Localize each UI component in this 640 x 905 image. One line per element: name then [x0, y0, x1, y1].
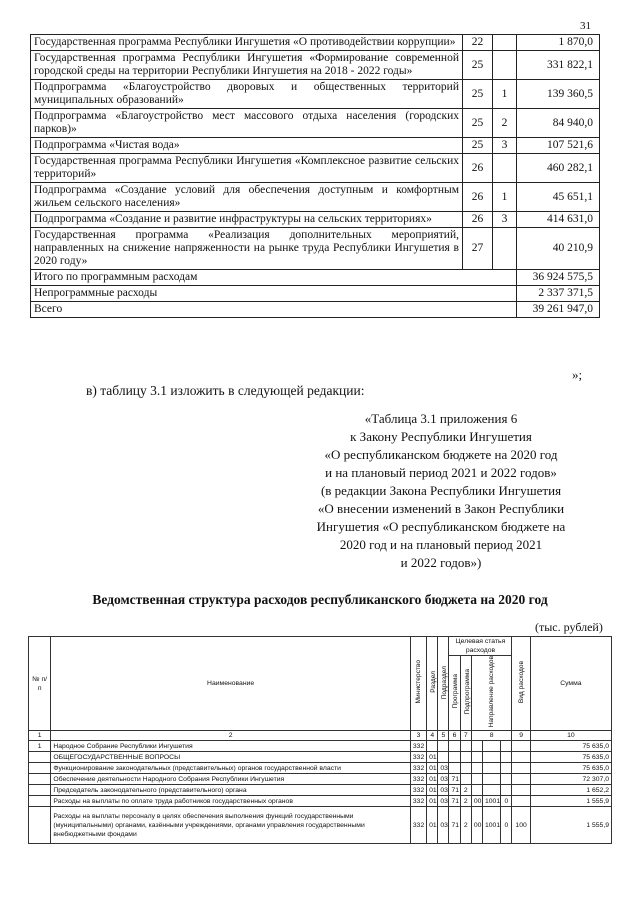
section-code: 01 [427, 785, 438, 796]
column-number: 4 [427, 731, 438, 741]
program-code: 25 [463, 109, 493, 138]
subprogram-code: 2 [493, 109, 517, 138]
direction-part [483, 774, 501, 785]
subsection-code: 03 [438, 763, 449, 774]
expense-type-code [512, 752, 530, 763]
direction-part [501, 752, 512, 763]
row-number [29, 763, 51, 774]
row-sum: 1 555,9 [530, 807, 611, 844]
header-target: Целевая статья расходов [449, 637, 512, 656]
row-number [29, 796, 51, 807]
total-amount: 39 261 947,0 [517, 302, 600, 318]
direction-part: 1001 [483, 807, 501, 844]
direction-part [483, 741, 501, 752]
section-code: 01 [427, 774, 438, 785]
section-code: 01 [427, 752, 438, 763]
program-code: 26 [463, 183, 493, 212]
row-sum: 75 635,0 [530, 763, 611, 774]
caption-line: «Таблица 3.1 приложения 6 [364, 411, 518, 426]
program-name: Подпрограмма «Создание условий для обеспечения доступным и комфортным жильем сельского населения» [31, 183, 463, 212]
subprogram-code [460, 741, 471, 752]
program-code: 25 [463, 51, 493, 80]
direction-part: 0 [501, 796, 512, 807]
subprogram-code [493, 35, 517, 51]
program-amount: 45 651,1 [517, 183, 600, 212]
ministry-code: 332 [410, 741, 426, 752]
row-name: Расходы на выплаты по оплате труда работников государственных органов [51, 796, 411, 807]
program-amount: 139 360,5 [517, 80, 600, 109]
row-sum: 75 635,0 [530, 741, 611, 752]
caption-line: и 2022 годов») [400, 555, 482, 570]
program-row [31, 183, 600, 212]
header-sum: Сумма [530, 637, 611, 731]
column-number: 1 [29, 731, 51, 741]
subsection-code: 03 [438, 774, 449, 785]
direction-part [471, 763, 482, 774]
budget-row [29, 807, 612, 844]
program-code [449, 752, 460, 763]
program-code: 26 [463, 212, 493, 228]
program-code: 71 [449, 807, 460, 844]
subprogram-code [460, 752, 471, 763]
caption-line: «О республиканском бюджете на 2020 год [324, 447, 558, 462]
column-number: 3 [410, 731, 426, 741]
program-code: 22 [463, 35, 493, 51]
program-amount: 414 631,0 [517, 212, 600, 228]
program-row [31, 154, 600, 183]
budget-row [29, 796, 612, 807]
expense-type-code [512, 763, 530, 774]
total-label: Всего [31, 302, 517, 318]
total-label: Непрограммные расходы [31, 286, 517, 302]
budget-row [29, 774, 612, 785]
program-name: Государственная программа Республики Ингушетия «Комплексное развитие сельских территорий» [31, 154, 463, 183]
direction-part [471, 774, 482, 785]
direction-part [471, 752, 482, 763]
row-name: Функционирование законодательных (представительных) органов государственной власти [51, 763, 411, 774]
program-name: Государственная программа Республики Ингушетия «О противодействии коррупции» [31, 35, 463, 51]
budget-row [29, 763, 612, 774]
total-row [31, 270, 600, 286]
total-label: Итого по программным расходам [31, 270, 517, 286]
subsection-code: 03 [438, 807, 449, 844]
program-name: Государственная программа Республики Ингушетия «Формирование современной городской среды на территории Республики Ингушетия на 2018 - 2022 годы» [31, 51, 463, 80]
row-number [29, 807, 51, 844]
budget-row [29, 785, 612, 796]
subprogram-code: 3 [493, 138, 517, 154]
ministry-code: 332 [410, 752, 426, 763]
program-name: Подпрограмма «Создание и развитие инфраструктуры на сельских территориях» [31, 212, 463, 228]
subsection-code: 03 [438, 785, 449, 796]
document-title: Ведомственная структура расходов республиканского бюджета на 2020 год [92, 592, 548, 607]
program-row [31, 80, 600, 109]
ministry-code: 332 [410, 774, 426, 785]
subsection-code [438, 752, 449, 763]
column-number: 9 [512, 731, 530, 741]
program-code [449, 741, 460, 752]
column-number: 10 [530, 731, 611, 741]
header-direction: Направление расходов [471, 656, 512, 731]
header-ministry: Министерство [410, 637, 426, 731]
row-number [29, 785, 51, 796]
program-amount: 107 521,6 [517, 138, 600, 154]
row-name: Расходы на выплаты персоналу в целях обеспечения выполнения функций государственными (муниципальными) органами, казёнными учреждениями, органами управления государственными внебюджетными фондами [51, 807, 411, 844]
column-number: 5 [438, 731, 449, 741]
direction-part [501, 774, 512, 785]
row-sum: 72 307,0 [530, 774, 611, 785]
expense-type-code [512, 796, 530, 807]
program-code: 71 [449, 796, 460, 807]
budget-table-wrap [28, 636, 612, 844]
programs-table [30, 34, 600, 318]
section-code: 01 [427, 807, 438, 844]
direction-part [471, 785, 482, 796]
program-row [31, 51, 600, 80]
subprogram-code [493, 154, 517, 183]
subprogram-code: 1 [493, 80, 517, 109]
direction-part [501, 763, 512, 774]
budget-table [28, 636, 612, 844]
header-subsection: Подраздел [438, 637, 449, 731]
direction-part [501, 741, 512, 752]
direction-part [483, 752, 501, 763]
program-name: Государственная программа «Реализация дополнительных мероприятий, направленных на снижение напряженности на рынке труда Республики Ингушетия в 2020 году» [31, 228, 463, 270]
ministry-code: 332 [410, 796, 426, 807]
budget-row [29, 752, 612, 763]
direction-part [501, 785, 512, 796]
row-number [29, 752, 51, 763]
row-number [29, 774, 51, 785]
total-row [31, 302, 600, 318]
row-sum: 1 652,2 [530, 785, 611, 796]
header-program: Программа [449, 656, 460, 731]
program-row [31, 109, 600, 138]
header-subprogram: Подпрограмма [460, 656, 471, 731]
subprogram-code: 2 [460, 796, 471, 807]
subprogram-code: 2 [460, 785, 471, 796]
program-row [31, 138, 600, 154]
row-name: ОБЩЕГОСУДАРСТВЕННЫЕ ВОПРОСЫ [51, 752, 411, 763]
ministry-code: 332 [410, 785, 426, 796]
caption-line: 2020 год и на плановый период 2021 [339, 537, 543, 552]
direction-part [483, 763, 501, 774]
program-row [31, 228, 600, 270]
caption-line: (в редакции Закона Республики Ингушетия [320, 483, 562, 498]
subprogram-code [493, 51, 517, 80]
program-row [31, 212, 600, 228]
closing-quote: »; [572, 367, 583, 382]
total-amount: 36 924 575,5 [517, 270, 600, 286]
row-number: 1 [29, 741, 51, 752]
caption-line: к Закону Республики Ингушетия [350, 429, 532, 444]
section-code: 01 [427, 763, 438, 774]
header-section: Раздел [427, 637, 438, 731]
direction-part: 00 [471, 796, 482, 807]
row-name: Обеспечение деятельности Народного Собрания Республики Ингушетия [51, 774, 411, 785]
direction-part: 0 [501, 807, 512, 844]
header-expense-type: Вид расходов [512, 637, 530, 731]
program-code: 27 [463, 228, 493, 270]
expense-type-code [512, 774, 530, 785]
direction-part [471, 741, 482, 752]
direction-part: 1001 [483, 796, 501, 807]
program-amount: 84 940,0 [517, 109, 600, 138]
caption-line: Ингушетия «О республиканском бюджете на [316, 519, 566, 534]
page-number: 31 [580, 20, 591, 32]
column-number: 7 [460, 731, 471, 741]
table-caption [276, 410, 606, 572]
row-sum: 75 635,0 [530, 752, 611, 763]
budget-row [29, 741, 612, 752]
subprogram-code [460, 774, 471, 785]
column-number: 8 [471, 731, 512, 741]
total-amount: 2 337 371,5 [517, 286, 600, 302]
program-amount: 460 282,1 [517, 154, 600, 183]
program-row [31, 35, 600, 51]
column-numbers-row [29, 731, 612, 741]
total-row [31, 286, 600, 302]
subprogram-code: 1 [493, 183, 517, 212]
expense-type-code [512, 785, 530, 796]
program-amount: 40 210,9 [517, 228, 600, 270]
column-number: 2 [51, 731, 411, 741]
subprogram-code [493, 228, 517, 270]
row-name: Председатель законодательного (представительного) органа [51, 785, 411, 796]
subprogram-code: 2 [460, 807, 471, 844]
program-name: Подпрограмма «Благоустройство дворовых и общественных территорий муниципальных образований» [31, 80, 463, 109]
program-amount: 331 822,1 [517, 51, 600, 80]
header-name: Наименование [51, 637, 411, 731]
subprogram-code: 3 [493, 212, 517, 228]
section-code [427, 741, 438, 752]
expense-type-code [512, 741, 530, 752]
subprogram-code [460, 763, 471, 774]
section-code: 01 [427, 796, 438, 807]
direction-part [483, 785, 501, 796]
program-code: 26 [463, 154, 493, 183]
program-name: Подпрограмма «Чистая вода» [31, 138, 463, 154]
program-amount: 1 870,0 [517, 35, 600, 51]
caption-line: «О внесении изменений в Закон Республики [317, 501, 565, 516]
row-name: Народное Собрание Республики Ингушетия [51, 741, 411, 752]
expense-type-code: 100 [512, 807, 530, 844]
ministry-code: 332 [410, 807, 426, 844]
program-code: 25 [463, 80, 493, 109]
column-number: 6 [449, 731, 460, 741]
program-code: 25 [463, 138, 493, 154]
direction-part: 00 [471, 807, 482, 844]
caption-line: и на плановый период 2021 и 2022 годов» [325, 465, 557, 480]
row-sum: 1 555,9 [530, 796, 611, 807]
intro-text: в) таблицу 3.1 изложить в следующей редакции: [86, 383, 365, 398]
program-code: 71 [449, 774, 460, 785]
ministry-code: 332 [410, 763, 426, 774]
program-name: Подпрограмма «Благоустройство мест массового отдыха населения (городских парков)» [31, 109, 463, 138]
program-code [449, 763, 460, 774]
subsection-code: 03 [438, 796, 449, 807]
subsection-code [438, 741, 449, 752]
program-code: 71 [449, 785, 460, 796]
header-num: № п/п [29, 637, 51, 731]
units-label: (тыс. рублей) [535, 620, 603, 634]
